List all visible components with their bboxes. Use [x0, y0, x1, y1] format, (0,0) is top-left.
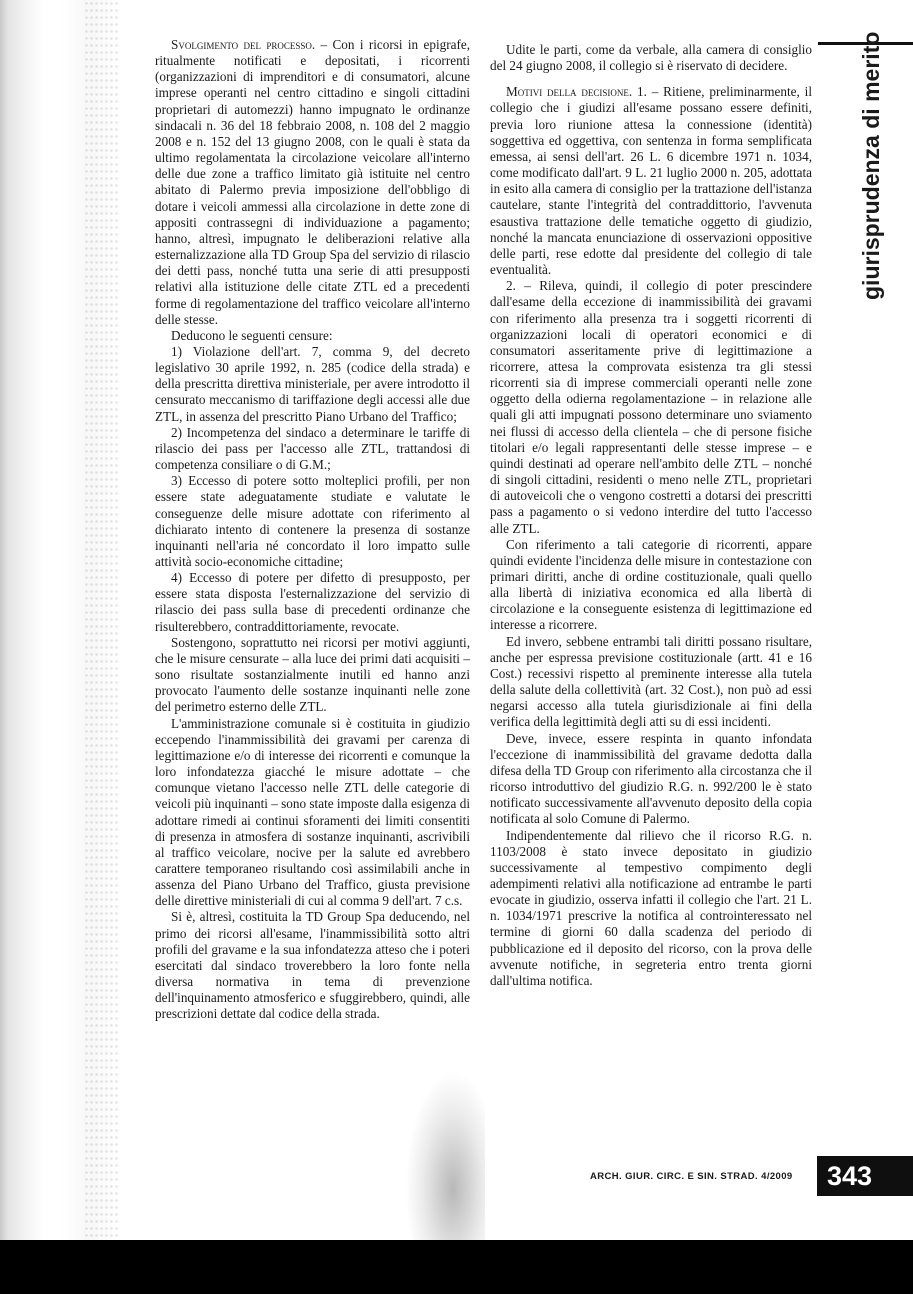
paragraph: L'amministrazione comunale si è costituita in giudizio eccependo l'inammissibilità dei gravami per carenza di legittimazione e/o di interesse dei ricorrenti e comunque la loro infondatezza giacché le misure adottate – che comunque vietano l'accesso nelle ZTL delle categorie di veicoli più inquinanti – sono state imposte dalla esigenza di adottare rimedi ai continui sforamenti dei limiti consentiti di presenza in atmosfera di sostanze inquinanti, ascrivibili al traffico veicolare, nocive per la salute ed avrebbero carattere temporaneo risultando così assimilabili anche in assenza del Piano Urbano del Traffico, giusta previsione delle direttive ministeriali di cui al comma 9 dell'art. 7 c.s.: [155, 715, 470, 909]
right-column: [490, 42, 812, 989]
left-column: [155, 37, 470, 1023]
section-heading: Motivi della decisione.: [506, 84, 633, 100]
paragraph: Con riferimento a tali categorie di ricorrenti, appare quindi evidente l'incidenza delle misure in contestazione con primari diritti, anche di ordine costituzionale, quali quello alla libertà di iniziativa economica ed alla libertà di circolazione e la conseguente esistenza di legittimazione ed interesse a ricorrere.: [490, 536, 812, 633]
section-heading: Svolgimento del processo.: [171, 37, 316, 52]
paragraph: Svolgimento del processo. – Con i ricorsi in epigrafe, ritualmente notificati e depositati, i ricorrenti (organizzazioni di imprenditori e di consumatori, alcune imprese operanti nel centro cittadino e singoli cittadini proprietari di automezzi) hanno impugnato le ordinanze sindacali n. 36 del 18 febbraio 2008, n. 108 del 2 maggio 2008 e n. 152 del 13 giugno 2008, con le quali è stata da ultimo regolamentata la circolazione veicolare all'interno delle due zone a traffico limitato già istituite nel centro abitato di Palermo previa imposizione dell'obbligo di dotare i veicoli ammessi alla circolazione in dette zone di appositi contrassegni di individuazione a pagamento; hanno, altresì, impugnato le deliberazioni relative alla esternalizzazione alla TD Group Spa del servizio di rilascio dei detti pass, nonché tutta una serie di atti presupposti relativi alla istituzione delle citate ZTL ed a precedenti forme di regolamentazione del traffico veicolare all'interno delle stesse.: [155, 37, 470, 327]
paragraph: Motivi della decisione. 1. – Ritiene, preliminarmente, il collegio che i giudizi all'esame possano essere definiti, previa loro riunione attesa la connessione (identità) soggettiva ed oggettiva, con sentenza in forma semplificata emessa, ai sensi dell'art. 26 L. 6 dicembre 1971 n. 1034, come modificato dall'art. 9 L. 21 luglio 2000 n. 205, adottata in esito alla camera di consiglio per la trattazione dell'istanza cautelare, stante l'integrità del contraddittorio, l'avvenuta esaustiva trattazione delle tematiche oggetto di giudizio, nonché la mancata enunciazione di osservazioni oppositive delle parti, rese edotte dal presidente del collegio di tale eventualità.: [490, 84, 812, 278]
paragraph: Deve, invece, essere respinta in quanto infondata l'eccezione di inammissibilità del gravame dedotta dalla difesa della TD Group con riferimento alla circostanza che il ricorso introduttivo del giudizio R.G. n. 992/200 le è stato notificato successivamente all'avvenuto deposito della copia notificata al solo Comune di Palermo.: [490, 730, 812, 827]
paragraph: 2. – Rileva, quindi, il collegio di poter prescindere dall'esame della eccezione di inammissibilità dei gravami con riferimento alla presenza tra i soggetti ricorrenti di organizzazioni locali di operatori economici e di consumatori asseritamente prive di legittimazione a ricorrere, attesa la comprovata esistenza tra gli stessi ricorrenti sia di imprese commerciali operanti nelle zone oggetto della odierna regolamentazione – in relazione alle quali gli atti impugnati possono determinare uno sviamento nei flussi di accesso della clientela – che di persone fisiche titolari e/o legali rappresentanti delle stesse imprese – e quindi destinati ad operare nell'ambito delle ZTL – nonché di singoli cittadini, residenti o meno nelle ZTL, proprietari di autoveicoli che o vengono costretti a dotarsi dei prescritti pass a pagamento o si vedono interdire del tutto l'accesso alle ZTL.: [490, 278, 812, 536]
paragraph: Si è, altresì, costituita la TD Group Spa deducendo, nel primo dei ricorsi all'esame, l'inammissibilità sotto altri profili del gravame e la sua infondatezza atteso che i poteri esercitati dal sindaco troverebbero la loro fonte nella diversa normativa in tema di prevenzione dell'inquinamento atmosferico e sfuggirebbero, quindi, alle prescrizioni dettate dal codice della strada.: [155, 909, 470, 1022]
scan-smudge: [405, 1070, 485, 1240]
journal-citation: ARCH. GIUR. CIRC. E SIN. STRAD. 4/2009: [590, 1171, 793, 1182]
section-title: [830, 31, 884, 310]
paragraph: 2) Incompetenza del sindaco a determinare le tariffe di rilascio dei pass per l'accesso alle ZTL, trattandosi di competenza consiliare o di G.M.;: [155, 424, 470, 473]
paragraph: 4) Eccesso di potere per difetto di presupposto, per essere stata disposta l'esternalizzazione del servizio di rilascio dei pass sulla base di precedenti ordinanze che risulterebbero, contraddittoriamente, revocate.: [155, 570, 470, 634]
paragraph: 1) Violazione dell'art. 7, comma 9, del decreto legislativo 30 aprile 1992, n. 285 (codice della strada) e della prescritta direttiva ministeriale, per avere introdotto il censurato meccanismo di tariffazione degli accessi alle due ZTL, in assenza del prescritto Piano Urbano del Traffico;: [155, 343, 470, 424]
page-number: 343: [817, 1156, 913, 1196]
paragraph: Sostengono, soprattutto nei ricorsi per motivi aggiunti, che le misure censurate – alla luce dei primi dati acquisiti – sono risultate sostanzialmente inutili ed hanno anzi provocato l'aumento delle sostanze inquinanti nelle zone del perimetro esterno delle ZTL.: [155, 634, 470, 715]
scan-noise: [84, 0, 120, 1240]
scan-bottom-border: [0, 1240, 913, 1294]
paragraph: Ed invero, sebbene entrambi tali diritti possano risultare, anche per espressa previsione costituzionale (artt. 41 e 16 Cost.) recessivi rispetto al preminente interesse alla tutela della salute della collettività (art. 32 Cost.), non può ad essi negarsi accesso alla tutela giurisdizionale ai fini della verifica della legittimità degli atti su di essi incidenti.: [490, 633, 812, 730]
paragraph: Indipendentemente dal rilievo che il ricorso R.G. n. 1103/2008 è stato invece depositato in giudizio successivamente al tempestivo compimento degli adempimenti relativi alla notificazione ad entrambe le parti evocate in giudizio, osserva infatti il collegio che l'art. 21 L. n. 1034/1971 prescrive la notifica al controinteressato nel termine di giorni 60 dalla scadenza del periodo di pubblicazione ed il deposito del ricorso, con la prova delle avvenute notifiche, in segreteria entro trenta giorni dall'ultima notifica.: [490, 827, 812, 988]
paragraph: 3) Eccesso di potere sotto molteplici profili, per non essere state adeguatamente studiate e valutate le conseguenze delle misure adottate con riferimento al dichiarato intento di contenere la presenza di sostanze inquinanti nell'aria né concordato il loro impatto sulle attività socio-economiche cittadine;: [155, 473, 470, 569]
section-title-text: giurisprudenza di merito: [858, 31, 884, 300]
paragraph: Deducono le seguenti censure:: [171, 327, 333, 343]
paragraph: Udite le parti, come da verbale, alla camera di consiglio del 24 giugno 2008, il collegio si è riservato di decidere.: [490, 42, 812, 74]
